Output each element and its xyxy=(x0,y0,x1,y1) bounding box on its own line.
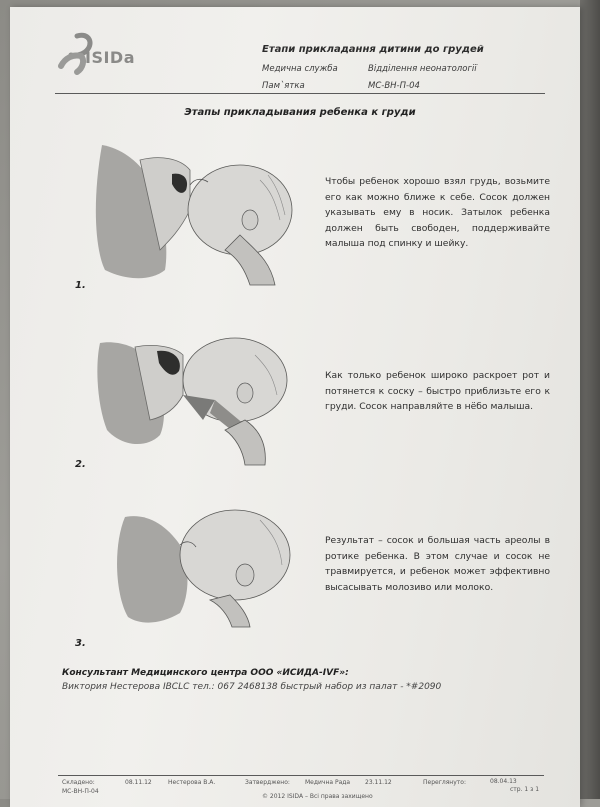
reviewed-date: 08.04.13 xyxy=(490,778,517,785)
reviewed-label: Переглянуто: xyxy=(423,779,466,786)
illustration-step-3 xyxy=(110,505,300,630)
page-number: стр. 1 з 1 xyxy=(510,786,540,793)
step-text: Чтобы ребенок хорошо взял грудь, возьмите его как можно ближе к себе. Сосок должен указывать ему в носик. Затылок ребенка должен быть свободен, поддерживайте малыша под спинку и шейку. xyxy=(325,176,550,249)
approved-by: Медична Рада xyxy=(305,779,351,786)
department-label: Медична служба xyxy=(262,64,338,74)
illustration-step-2 xyxy=(95,325,295,470)
illustration-step-1 xyxy=(90,140,300,290)
approved-date: 23.11.12 xyxy=(365,779,392,786)
background-edge xyxy=(580,0,600,799)
contact-title: Консультант Медицинского центра ООО «ИСИДА-IVF»: xyxy=(62,668,349,678)
header-title: Етапи прикладання дитини до грудей xyxy=(262,44,484,55)
footer-divider xyxy=(58,775,544,776)
approved-label: Затверджено: xyxy=(245,779,290,786)
step-number: 3. xyxy=(75,638,86,649)
footer-doc-code: МС-ВН-П-04 xyxy=(62,788,99,795)
step-number: 2. xyxy=(75,459,86,470)
copyright: © 2012 ISIDA – Всі права захищено xyxy=(262,793,373,800)
compiled-date: 08.11.12 xyxy=(125,779,152,786)
compiled-by: Нестерова В.А. xyxy=(168,779,216,786)
contact-line: Виктория Нестерова IBCLC тел.: 067 2468138 быстрый набор из палат - *#2090 xyxy=(62,682,442,692)
doc-type-label: Пам`ятка xyxy=(262,81,305,91)
header-doc-code: МС-ВН-П-04 xyxy=(368,81,420,91)
document-title: Этапы прикладывания ребенка к груди xyxy=(184,107,416,118)
department-value: Відділення неонатології xyxy=(368,64,477,74)
step-text: Как только ребенок широко раскроет рот и потянется к соску – быстро приблизьте его к груди. Сосок направляйте в нёбо малыша. xyxy=(325,370,550,412)
logo-text: ISIDa xyxy=(85,48,136,67)
step-text: Результат – сосок и большая часть ареолы в ротике ребенка. В этом случае и сосок не травмируется, и ребенок может эффективно высасывать молозиво или молоко. xyxy=(325,535,550,593)
step-number: 1. xyxy=(75,280,86,291)
compiled-label: Складено: xyxy=(62,779,95,786)
header-divider xyxy=(55,93,545,94)
